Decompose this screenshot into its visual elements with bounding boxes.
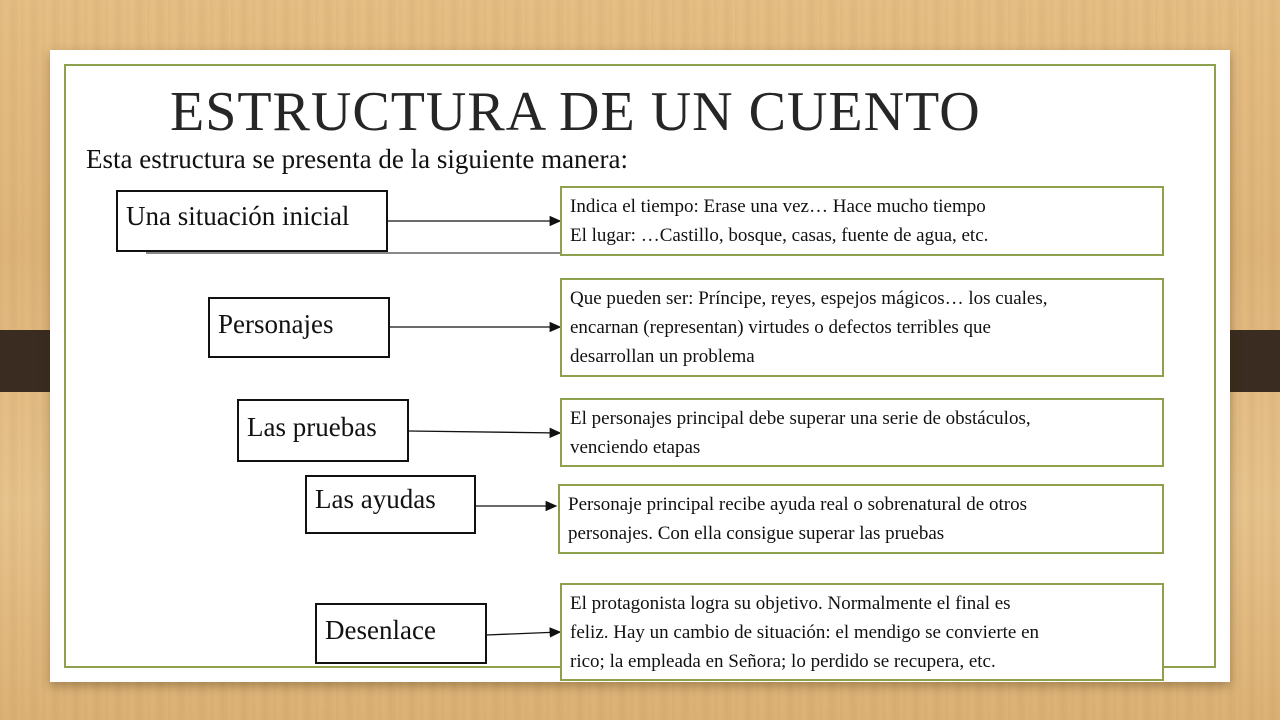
desc-line: feliz. Hay un cambio de situación: el mendigo se convierte en [570,622,1040,643]
term-box-desenlace [315,603,487,664]
desc-line: Personaje principal recibe ayuda real o sobrenatural de otros [568,494,1027,515]
slide [50,50,1230,682]
term-label: Las ayudas [315,484,436,514]
desc-line: El lugar: …Castillo, bosque, casas, fuente de agua, etc. [570,225,989,246]
slide-title: ESTRUCTURA DE UN CUENTO [170,81,981,143]
term-label: Las pruebas [247,412,377,442]
term-box-personajes [208,297,390,358]
desc-box-ayudas [558,484,1164,554]
desc-line: rico; la empleada en Señora; lo perdido se recupera, etc. [570,651,996,672]
desc-line: encarnan (representan) virtudes o defectos terribles que [570,317,991,338]
desc-line: desarrollan un problema [570,346,755,367]
term-box-ayudas [305,475,476,534]
desc-line: Indica el tiempo: Erase una vez… Hace mucho tiempo [570,196,986,217]
term-label: Una situación inicial [126,201,350,231]
slide-subtitle: Esta estructura se presenta de la siguiente manera: [86,144,629,174]
desc-line: El personajes principal debe superar una serie de obstáculos, [570,408,1031,429]
desc-line: El protagonista logra su objetivo. Normalmente el final es [570,593,1011,614]
desc-line: Que pueden ser: Príncipe, reyes, espejos mágicos… los cuales, [570,288,1048,309]
desc-line: venciendo etapas [570,437,701,458]
term-box-pruebas [237,399,409,462]
desc-box-pruebas [560,398,1164,467]
desc-box-desenlace [560,583,1164,681]
term-box-situacion-inicial [116,190,388,252]
term-label: Desenlace [325,615,436,645]
desc-box-situacion-inicial [560,186,1164,256]
desc-box-personajes [560,278,1164,377]
term-label: Personajes [218,309,334,339]
desc-line: personajes. Con ella consigue superar las pruebas [568,523,945,544]
